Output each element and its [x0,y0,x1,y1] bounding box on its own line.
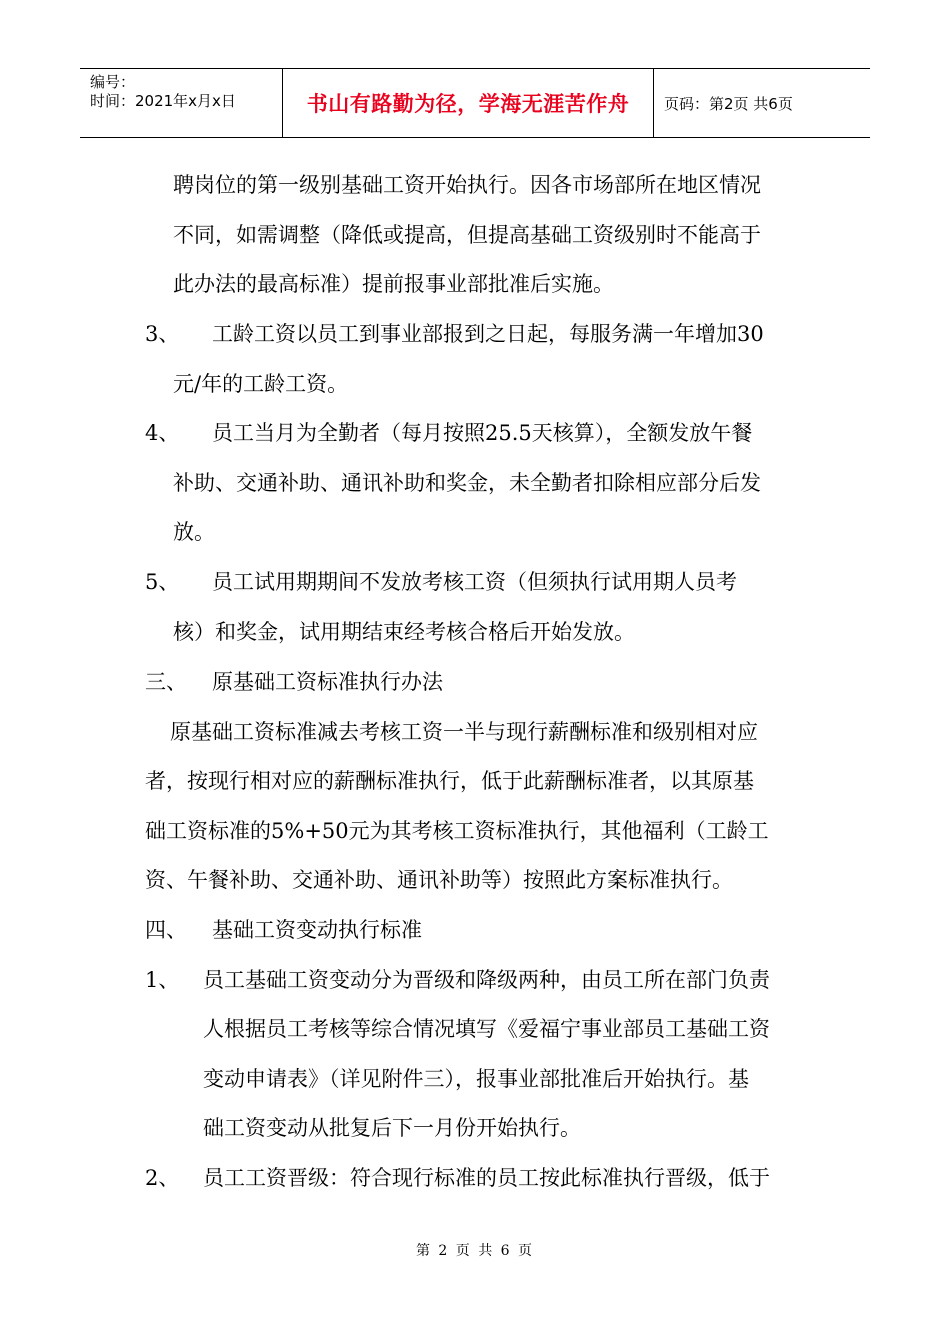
section-number: 四、 [145,918,187,942]
body-line: 础工资变动从批复后下一月份开始执行。 [203,1116,581,1140]
body-line: 放。 [173,520,215,544]
body-line: 工龄工资以员工到事业部报到之日起，每服务满一年增加30 [212,322,764,346]
body-line: 核）和奖金，试用期结束经考核合格后开始发放。 [173,620,635,644]
header-page-label: 页码：第2页 共6页 [664,94,793,113]
body-line: 资、午餐补助、交通补助、通讯补助等）按照此方案标准执行。 [145,868,733,892]
body-line: 不同，如需调整（降低或提高，但提高基础工资级别时不能高于 [173,223,761,247]
date-label: 时间：2021年x月x日 [90,92,236,110]
header-meta [80,69,282,137]
body-line: 员工工资晋级：符合现行标准的员工按此标准执行晋级，低于 [203,1166,770,1190]
list-number: 5、 [145,570,180,594]
list-number: 2、 [145,1166,180,1190]
list-number: 1、 [145,968,180,992]
body-line: 变动申请表》（详见附件三），报事业部批准后开始执行。基 [203,1067,749,1091]
header-motto: 书山有路勤为径，学海无涯苦作舟 [282,69,654,137]
body-line: 员工当月为全勤者（每月按照25.5天核算），全额发放午餐 [212,421,753,445]
body-line: 人根据员工考核等综合情况填写《爱福宁事业部员工基础工资 [203,1017,770,1041]
body-line: 员工基础工资变动分为晋级和降级两种，由员工所在部门负责 [203,968,770,992]
page-header [80,68,870,138]
body-line: 元/年的工龄工资。 [173,372,349,396]
body-line: 此办法的最高标准）提前报事业部批准后实施。 [173,272,614,296]
body-line: 员工试用期期间不发放考核工资（但须执行试用期人员考 [212,570,737,594]
body-line: 础工资标准的5%+50元为其考核工资标准执行，其他福利（工龄工 [145,819,769,843]
body-line: 者，按现行相对应的薪酬标准执行，低于此薪酬标准者，以其原基 [145,769,754,793]
body-line: 聘岗位的第一级别基础工资开始执行。因各市场部所在地区情况 [173,173,761,197]
section-title: 基础工资变动执行标准 [212,918,422,942]
section-title: 原基础工资标准执行办法 [212,670,443,694]
body-line: 原基础工资标准减去考核工资一半与现行薪酬标准和级别相对应 [170,720,758,744]
page-footer: 第 2 页 共 6 页 [415,1243,535,1259]
section-number: 三、 [145,670,187,694]
doc-number-label: 编号： [90,73,136,91]
body-line: 补助、交通补助、通讯补助和奖金，未全勤者扣除相应部分后发 [173,471,761,495]
list-number: 3、 [145,322,180,346]
list-number: 4、 [145,421,180,445]
